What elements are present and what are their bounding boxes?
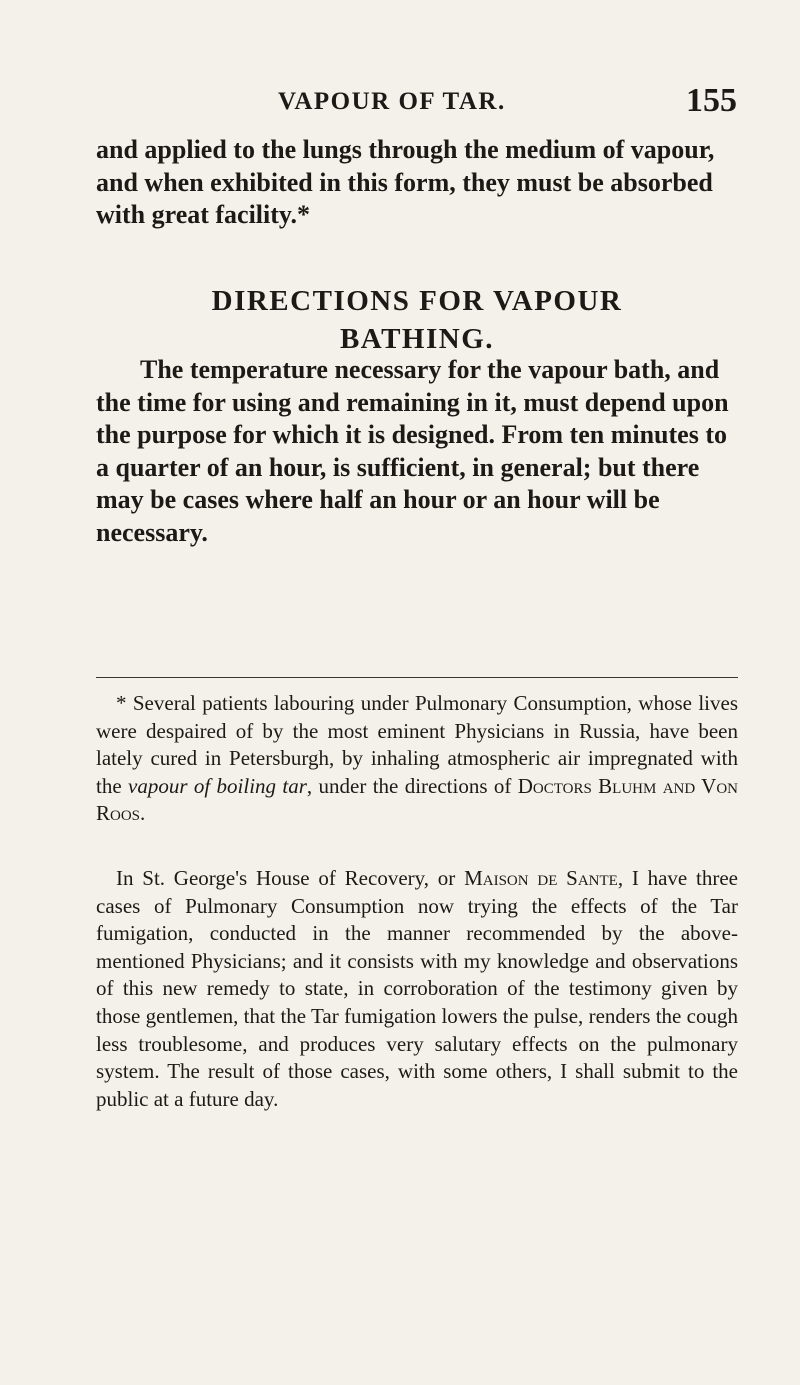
footnote-italic-phrase: vapour of boiling tar (128, 773, 307, 798)
footnote-text: , I have three cases of Pulmonary Consumption now trying the effects of the Tar fumigation, conducted in the manner recommended by the above-mentioned Physicians; and it consists with my knowledge and observations of this new remedy to state, in corroboration of the testimony given by those gentlemen, that the Tar fumigation lowers the pulse, renders the cough less troublesome, and produces very salutary effects on the pulmonary system. The result of those cases, with some others, I shall submit to the public at a future day. (96, 866, 738, 1111)
footnote-paragraph-2 (96, 865, 738, 1113)
running-head (0, 82, 800, 122)
footnote-text: In St. George's House of Recovery, or (116, 866, 465, 890)
section-heading-line2: BATHING. (339, 323, 495, 355)
footnote-text: * Several patients labouring under Pulmonary Consumption, whose lives were despaired of by the most eminent Physicians in Russia, have been lately cured in Petersburgh, by inhaling atmospheric air impregnated with the (96, 691, 738, 798)
section-heading (96, 282, 738, 358)
footnote-institution-name: Maison de Sante (464, 866, 618, 890)
footnote-paragraph-1 (96, 690, 738, 828)
continuation-paragraph: and applied to the lungs through the medium of vapour, and when exhibited in this form, they must be absorbed with great facility.* (96, 135, 715, 229)
running-head-title: VAPOUR OF TAR. (278, 88, 506, 115)
footnote-divider (96, 677, 738, 678)
footnote-physician-names: Doctors Bluhm and Von Roos. (96, 773, 738, 826)
footnote-text: , under the directions of (306, 773, 518, 798)
page-number: 155 (686, 82, 737, 119)
directions-paragraph: The temperature necessary for the vapour bath, and the time for using and remaining in it, must depend upon the purpose for which it is designed. From ten minutes to a quarter of an hour, is sufficient, in general; but there may be cases where half an hour or an hour will be necessary. (96, 355, 729, 547)
section-heading-line1: DIRECTIONS FOR VAPOUR (211, 285, 623, 317)
